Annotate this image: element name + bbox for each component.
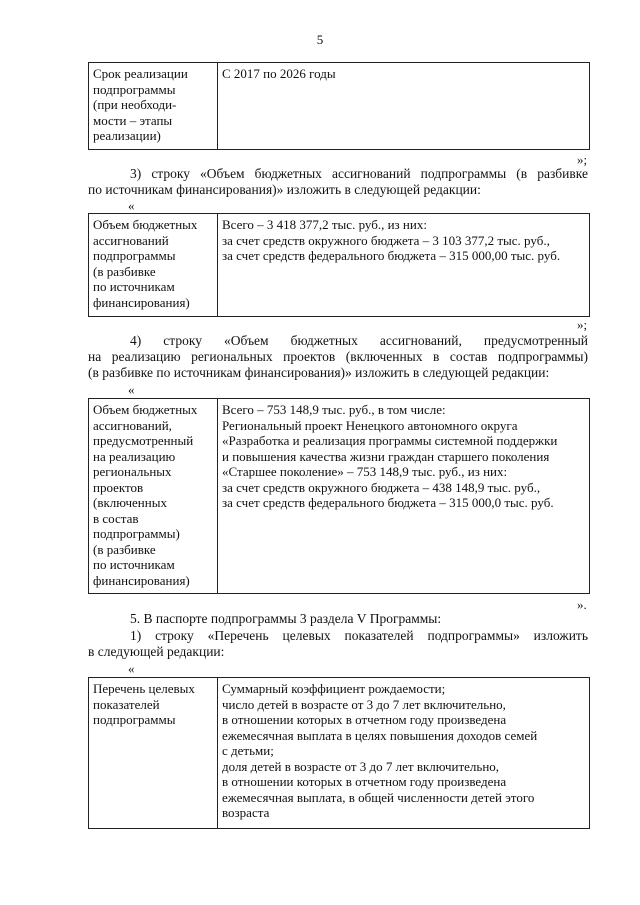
value-line: число детей в возрасте от 3 до 7 лет включительно, [222, 696, 506, 712]
label-line: ассигнований, [93, 417, 172, 433]
label-line: Объем бюджетных [93, 217, 198, 232]
closing-quote: »; [577, 152, 588, 167]
text-line: 5. В паспорте подпрограммы 3 раздела V Программы: [130, 611, 442, 626]
label-line: реализации) [93, 128, 161, 143]
label-line: проектов [93, 479, 144, 495]
text-line: на реализацию региональных проектов (включенных в состав подпрограммы) [88, 349, 588, 364]
label-line: мости – этапы [93, 112, 173, 128]
label-line: подпрограммы [93, 248, 176, 263]
value-line: за счет средств окружного бюджета – 438 148,9 тыс. руб., [222, 479, 541, 495]
label-line: предусмотренный [93, 433, 194, 448]
label-line: по источникам [93, 557, 175, 572]
table-target-indicators [88, 677, 590, 829]
label-line: (включенных [93, 495, 167, 510]
table-budget-allocations [88, 213, 590, 317]
table-value-cell [218, 399, 589, 593]
paragraph-item-4 [88, 333, 588, 381]
label-line: финансирования) [93, 294, 190, 310]
value-line: и повышения качества жизни граждан старшего поколения [222, 448, 550, 464]
label-line: на реализацию [93, 448, 176, 464]
label-line: ассигнований [93, 232, 169, 248]
opening-quote: « [128, 198, 135, 213]
text-line: 4) строку «Объем бюджетных ассигнований, предусмотренный [130, 333, 588, 348]
text-line: в следующей редакции: [88, 644, 225, 659]
label-line: по источникам [93, 279, 175, 294]
table-label-cell [89, 63, 218, 149]
text-line: (в разбивке по источникам финансирования)» изложить в следующей редакции: [88, 365, 550, 380]
value-line: Региональный проект Ненецкого автономного округа [222, 417, 518, 433]
label-line: подпрограммы [93, 712, 176, 727]
opening-quote: « [128, 661, 135, 676]
label-line: региональных [93, 464, 172, 479]
label-line: (в разбивке [93, 541, 156, 557]
label-line: подпрограммы [93, 81, 176, 97]
table-regional-projects [88, 398, 590, 594]
text-line: 1) строку «Перечень целевых показателей подпрограммы» изложить [130, 628, 588, 643]
table-implementation-period [88, 62, 590, 150]
value-line: за счет средств окружного бюджета – 3 103 377,2 тыс. руб., [222, 232, 550, 248]
table-label-cell [89, 678, 218, 828]
value-line: Всего – 3 418 377,2 тыс. руб., из них: [222, 217, 427, 232]
value-line: «Разработка и реализация программы системной поддержки [222, 433, 558, 448]
text-line: по источникам финансирования)» изложить в следующей редакции: [88, 182, 481, 197]
value-line: за счет средств федерального бюджета – 315 000,0 тыс. руб. [222, 495, 554, 510]
opening-quote: « [128, 382, 135, 397]
value-line: доля детей в возрасте от 3 до 7 лет включительно, [222, 758, 500, 774]
label-line: (при необходи- [93, 97, 177, 112]
label-line: подпрограммы) [93, 526, 180, 541]
page-number: 5 [316, 32, 324, 47]
value-line: ежемесячная выплата, в общей численности детей этого [222, 789, 535, 805]
label-line: Объем бюджетных [93, 402, 198, 417]
closing-quote: ». [577, 597, 587, 612]
table-label-cell [89, 399, 218, 593]
paragraph-item-1 [88, 628, 588, 660]
table-value-cell [218, 678, 589, 828]
table-label-cell [89, 214, 218, 316]
label-line: финансирования) [93, 572, 190, 588]
label-line: показателей [93, 696, 160, 712]
label-line: Срок реализации [93, 66, 188, 81]
label-line: Перечень целевых [93, 681, 195, 696]
value-line: Суммарный коэффициент рождаемости; [222, 681, 446, 696]
value-line: в отношении которых в отчетном году произведена [222, 712, 507, 727]
paragraph-item-5 [88, 611, 588, 627]
value-line: С 2017 по 2026 годы [222, 66, 336, 81]
table-value-cell [218, 63, 589, 149]
table-value-cell [218, 214, 589, 316]
value-line: Всего – 753 148,9 тыс. руб., в том числе: [222, 402, 446, 417]
value-line: в отношении которых в отчетном году произведена [222, 774, 507, 789]
label-line: (в разбивке [93, 263, 156, 279]
text-line: 3) строку «Объем бюджетных ассигнований подпрограммы (в разбивке [130, 166, 588, 181]
closing-quote: »; [577, 317, 588, 332]
paragraph-item-3 [88, 166, 588, 198]
value-line: «Старшее поколение» – 753 148,9 тыс. руб., из них: [222, 464, 508, 479]
value-line: ежемесячная выплата в целях повышения доходов семей [222, 727, 538, 743]
label-line: в состав [93, 510, 139, 526]
value-line: с детьми; [222, 743, 274, 758]
value-line: за счет средств федерального бюджета – 315 000,00 тыс. руб. [222, 248, 561, 263]
value-line: возраста [222, 805, 270, 820]
